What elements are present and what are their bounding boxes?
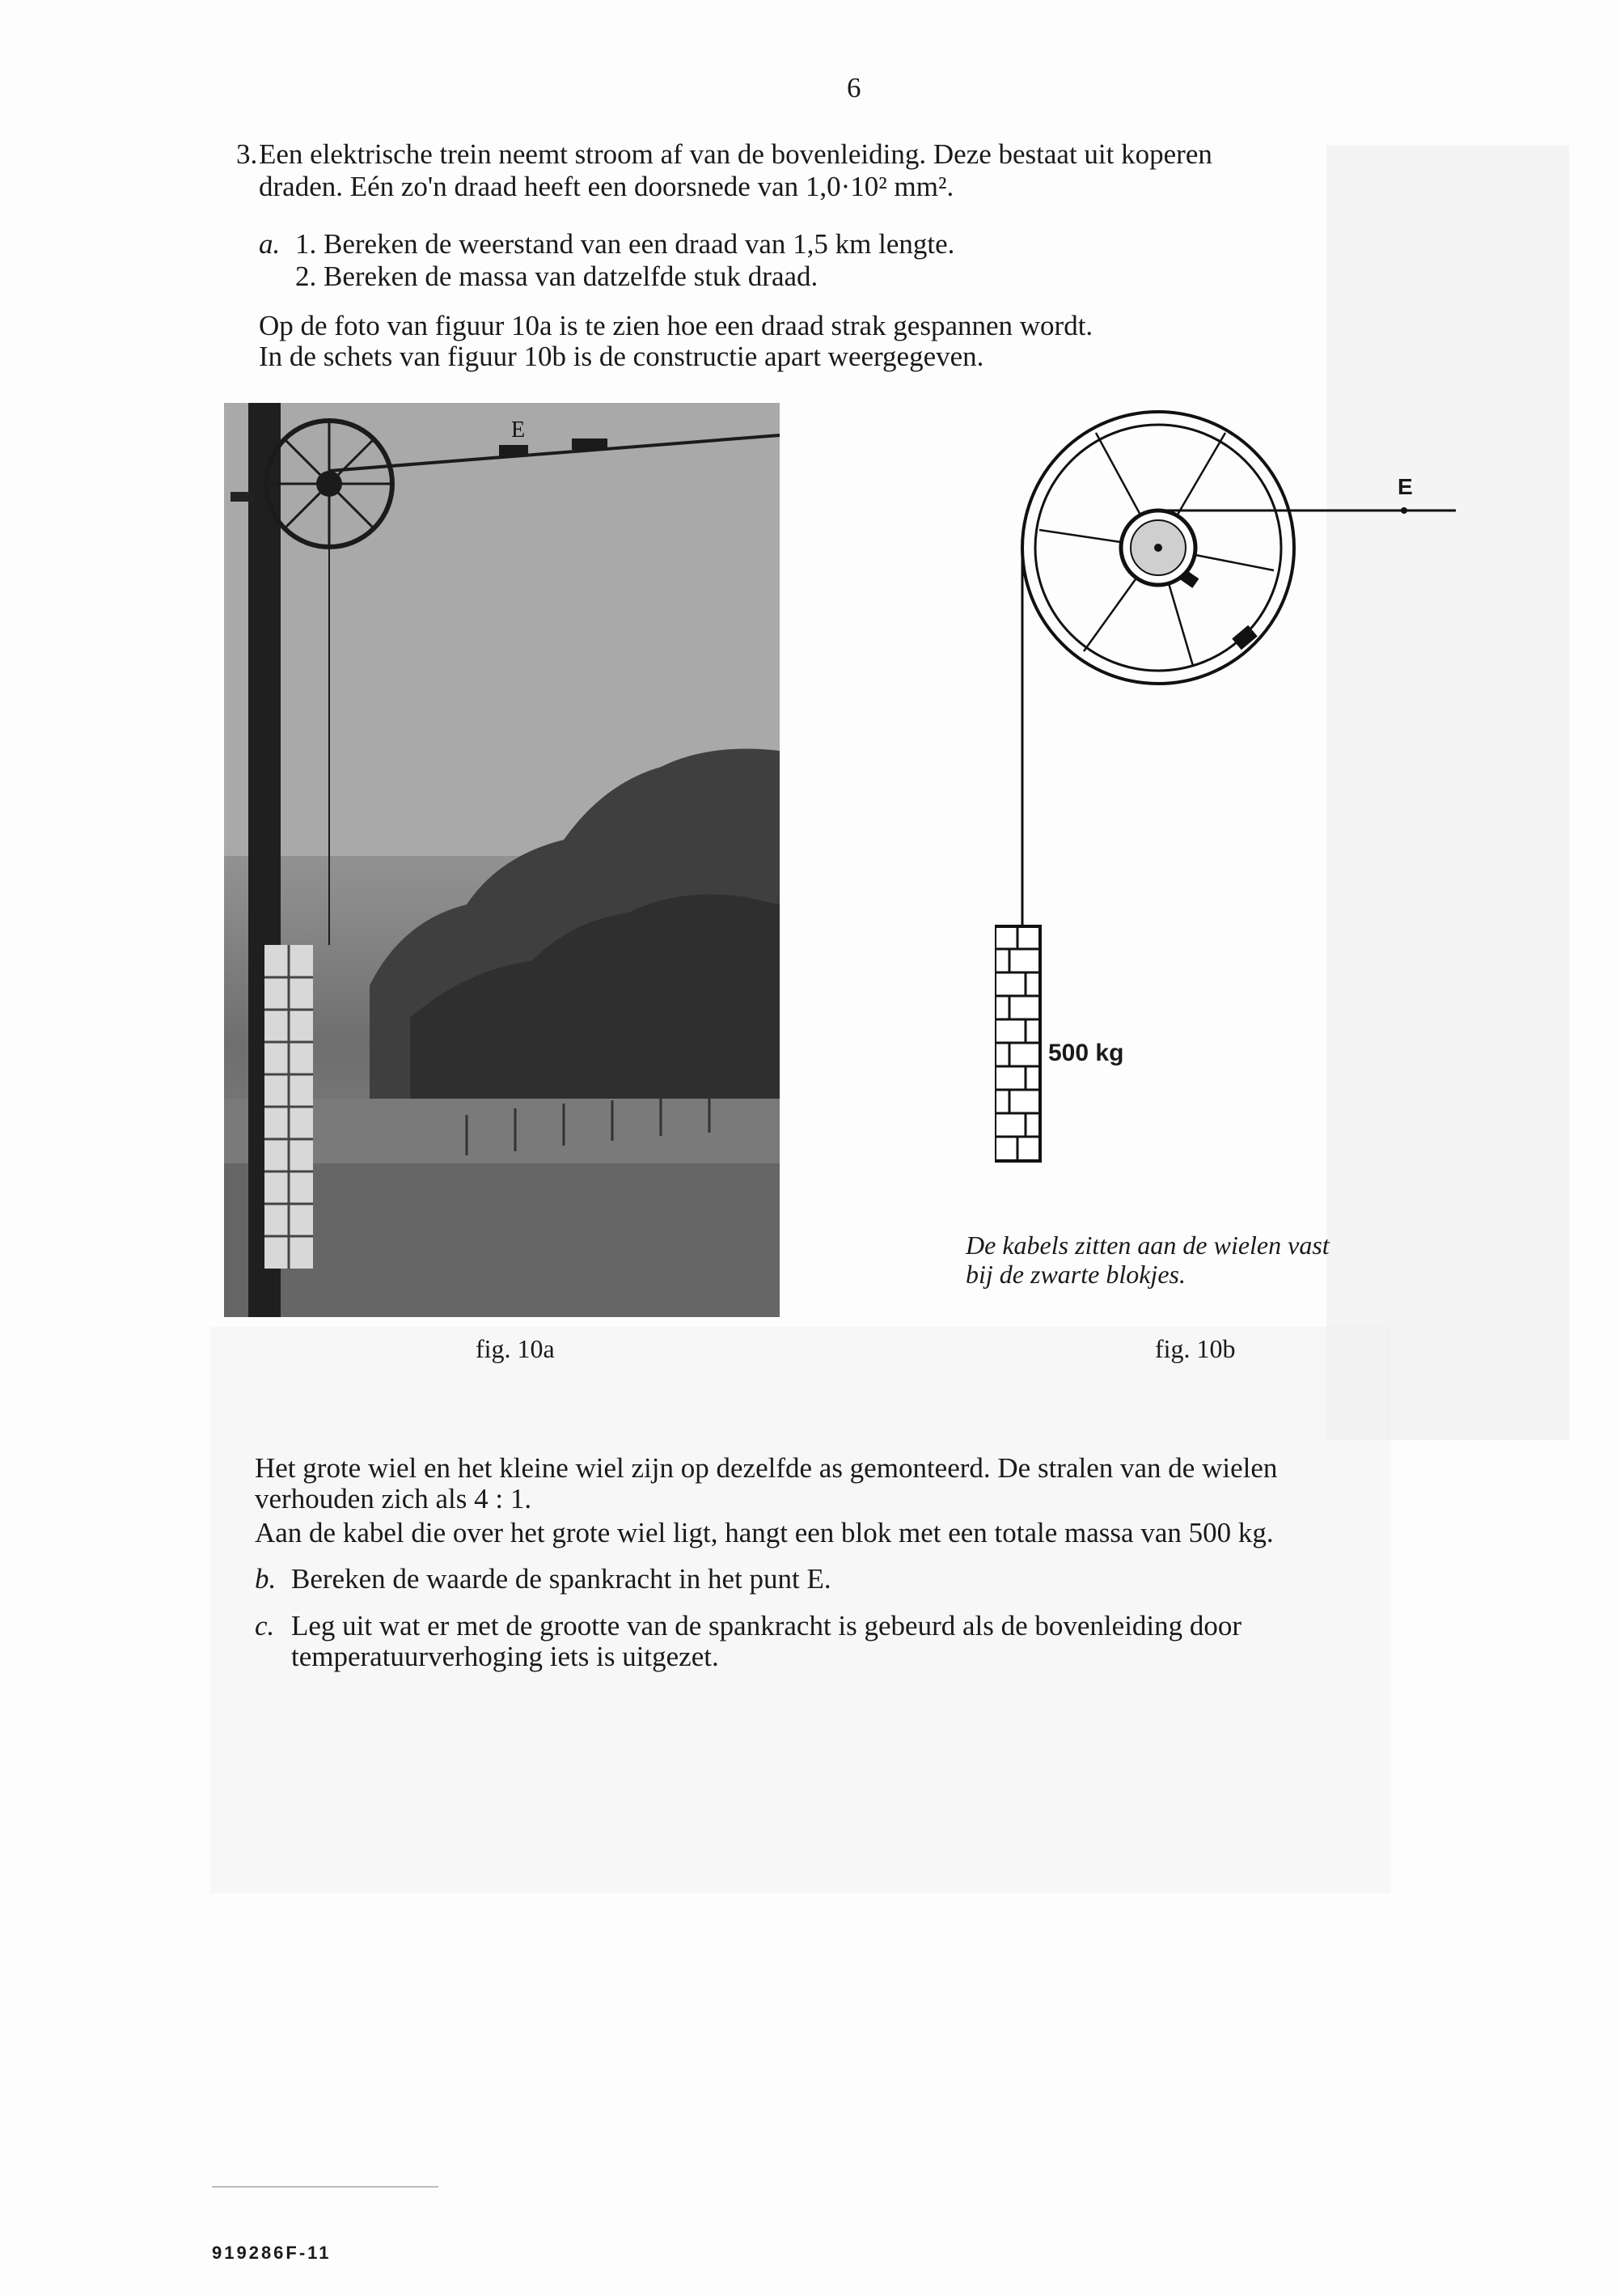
part-b-label: b. <box>255 1563 277 1595</box>
photo-point-e-label: E <box>511 417 526 443</box>
part-c-label: c. <box>255 1610 275 1642</box>
page-number: 6 <box>847 72 861 104</box>
footer-code: 919286F-11 <box>212 2243 332 2263</box>
figure-10a-photo <box>224 403 780 1317</box>
photo-illustration <box>224 403 780 1317</box>
part-a-item-2: 2. Bereken de massa van datzelfde stuk draad. <box>295 261 818 292</box>
figure-10b-caption: fig. 10b <box>1155 1334 1236 1363</box>
part-b-text: Bereken de waarde de spankracht in het punt E. <box>291 1563 831 1595</box>
context-line-1: Op de foto van figuur 10a is te zien hoe een draad strak gespannen wordt. <box>259 310 1093 341</box>
body-line-1: Het grote wiel en het kleine wiel zijn op dezelfde as gemonteerd. De stralen van de wielen <box>255 1452 1278 1484</box>
sketch-point-e-label: E <box>1398 474 1413 499</box>
part-a-label: a. <box>259 228 281 260</box>
figure-10b-sketch <box>995 409 1480 1185</box>
question-intro-line-1: Een elektrische trein neemt stroom af van de bovenleiding. Deze bestaat uit koperen <box>259 138 1212 170</box>
mass-label: 500 kg <box>1048 1040 1124 1066</box>
part-c-line-2: temperatuurverhoging iets is uitgezet. <box>291 1641 719 1672</box>
part-a-item-1: 1. Bereken de weerstand van een draad van 1,5 km lengte. <box>295 228 955 260</box>
figure-10a-caption: fig. 10a <box>476 1334 555 1363</box>
part-c-line-1: Leg uit wat er met de grootte van de spankracht is gebeurd als de bovenleiding door <box>291 1610 1242 1642</box>
body-line-2: verhouden zich als 4 : 1. <box>255 1483 532 1514</box>
footer-rule <box>212 2186 438 2188</box>
body-line-3: Aan de kabel die over het grote wiel ligt, hangt een blok met een totale massa van 500 kg. <box>255 1517 1274 1548</box>
question-number: 3. <box>236 138 258 170</box>
context-line-2: In de schets van figuur 10b is de constructie apart weergegeven. <box>259 341 984 372</box>
question-intro-line-2: draden. Eén zo'n draad heeft een doorsnede van 1,0·10² mm². <box>259 171 954 202</box>
figure-10b-note-line-1: De kabels zitten aan de wielen vast <box>966 1231 1330 1260</box>
figure-10b-note-line-2: bij de zwarte blokjes. <box>966 1260 1186 1289</box>
